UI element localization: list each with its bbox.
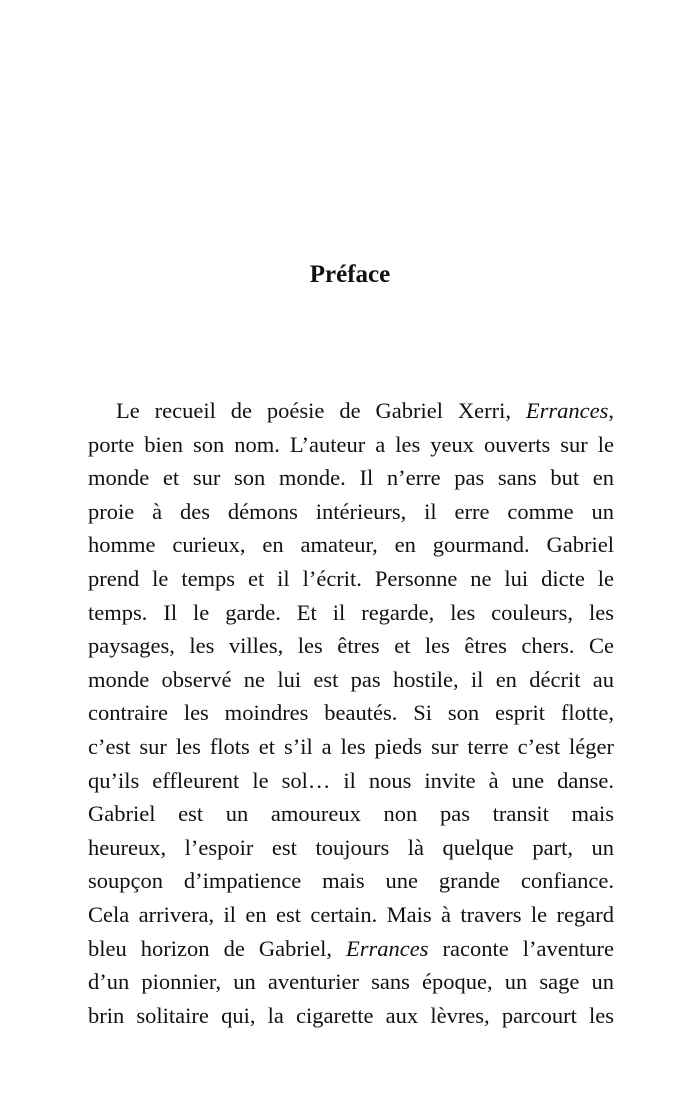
text-line — [88, 831, 614, 865]
text-run: raconte l’aventure — [428, 935, 614, 961]
text-run: contraire les moindres beautés. Si son esprit flotte, — [88, 700, 614, 726]
text-line — [88, 394, 614, 428]
text-line — [88, 764, 614, 798]
text-line — [88, 797, 614, 831]
text-run: proie à des démons intérieurs, il erre comme un — [88, 498, 614, 524]
text-line — [88, 562, 614, 596]
text-line — [88, 461, 614, 495]
text-line — [88, 730, 614, 764]
text-line — [88, 596, 614, 630]
text-line — [88, 629, 614, 663]
text-run: Gabriel est un amoureux non pas transit mais — [88, 801, 614, 827]
text-run: paysages, les villes, les êtres et les êtres chers. Ce — [88, 633, 614, 659]
text-run: prend le temps et il l’écrit. Personne ne lui dicte le — [88, 565, 614, 591]
text-line — [88, 495, 614, 529]
text-run: brin solitaire qui, la cigarette aux lèvres, parcourt les — [88, 1002, 614, 1028]
text-line — [88, 696, 614, 730]
text-line — [88, 428, 614, 462]
text-run: porte bien son nom. L’auteur a les yeux ouverts sur le — [88, 431, 614, 457]
text-run: homme curieux, en amateur, en gourmand. Gabriel — [88, 532, 614, 558]
text-run: heureux, l’espoir est toujours là quelque part, un — [88, 834, 614, 860]
text-run: monde observé ne lui est pas hostile, il en décrit au — [88, 666, 614, 692]
page-title: Préface — [309, 261, 391, 288]
text-line — [88, 528, 614, 562]
preface-paragraph — [88, 394, 614, 1032]
text-line — [88, 898, 614, 932]
text-run: Le recueil de poésie de Gabriel Xerri, — [116, 398, 526, 423]
text-run: d’un pionnier, un aventurier sans époque, un sage un — [88, 969, 614, 995]
book-title-italic: Errances — [525, 398, 609, 423]
text-run: Cela arrivera, il en est certain. Mais à travers le regard — [88, 901, 614, 927]
text-run: qu’ils effleurent le sol… il nous invite à une danse. — [88, 767, 614, 793]
text-line — [88, 965, 614, 999]
text-run: , — [608, 398, 614, 423]
text-run: soupçon d’impatience mais une grande confiance. — [88, 868, 614, 894]
text-line — [88, 999, 614, 1033]
text-run: temps. Il le garde. Et il regarde, les couleurs, les — [88, 599, 614, 625]
text-line — [88, 864, 614, 898]
text-run: c’est sur les flots et s’il a les pieds sur terre c’est léger — [88, 733, 614, 759]
book-title-italic: Errances — [346, 935, 429, 961]
text-run: bleu horizon de Gabriel, — [88, 935, 346, 961]
text-run: monde et sur son monde. Il n’erre pas sans but en — [88, 465, 614, 491]
text-line — [88, 932, 614, 966]
text-line — [88, 663, 614, 697]
